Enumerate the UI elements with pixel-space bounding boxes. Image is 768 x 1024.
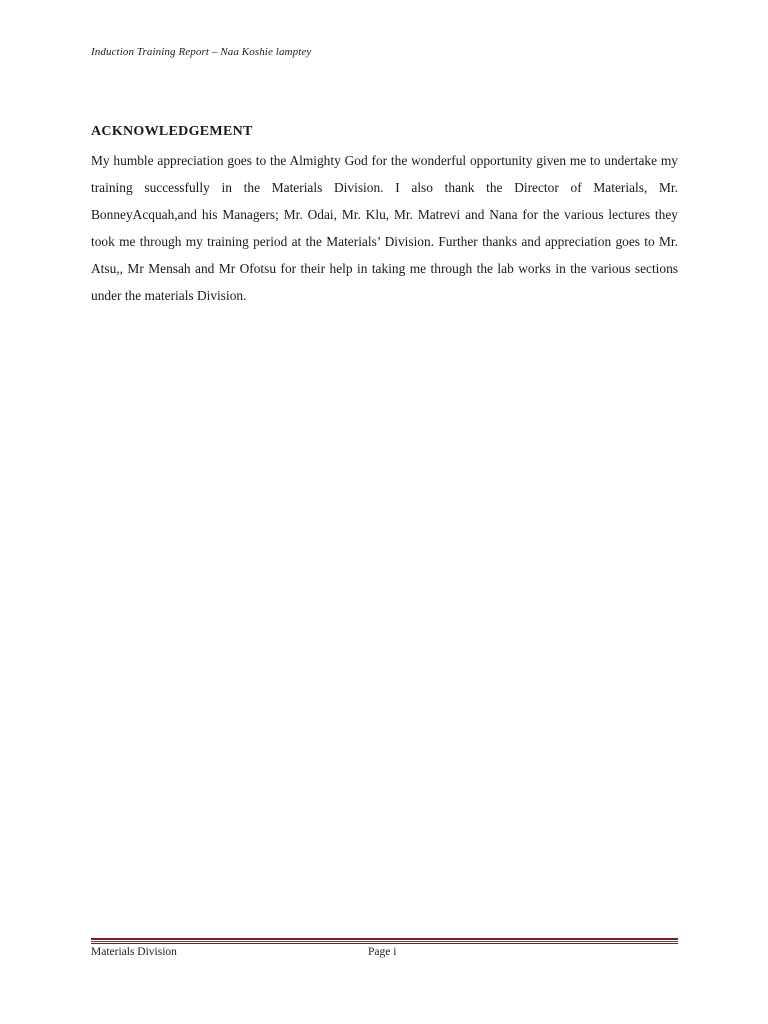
footer-rule-top-line xyxy=(91,938,678,940)
section-heading: ACKNOWLEDGEMENT xyxy=(91,124,253,139)
footer-rule-bottom-line xyxy=(91,943,678,944)
footer-rule-middle-line xyxy=(91,941,678,942)
running-header: Induction Training Report – Naa Koshie lamptey xyxy=(91,46,312,58)
footer-rule xyxy=(91,938,678,944)
footer-division-name: Materials Division xyxy=(91,946,177,958)
acknowledgement-paragraph: My humble appreciation goes to the Almighty God for the wonderful opportunity given me to undertake my training successfully in the Materials Division. I also thank the Director of Materials, Mr. BonneyAcquah,and his Managers; Mr. Odai, Mr. Klu, Mr. Matrevi and Nana for the various lectures they took me through my training period at the Materials’ Division. Further thanks and appreciation goes to Mr. Atsu,, Mr Mensah and Mr Ofotsu for their help in taking me through the lab works in the various sections under the materials Division. xyxy=(91,153,678,303)
page-number: Page i xyxy=(368,946,397,958)
